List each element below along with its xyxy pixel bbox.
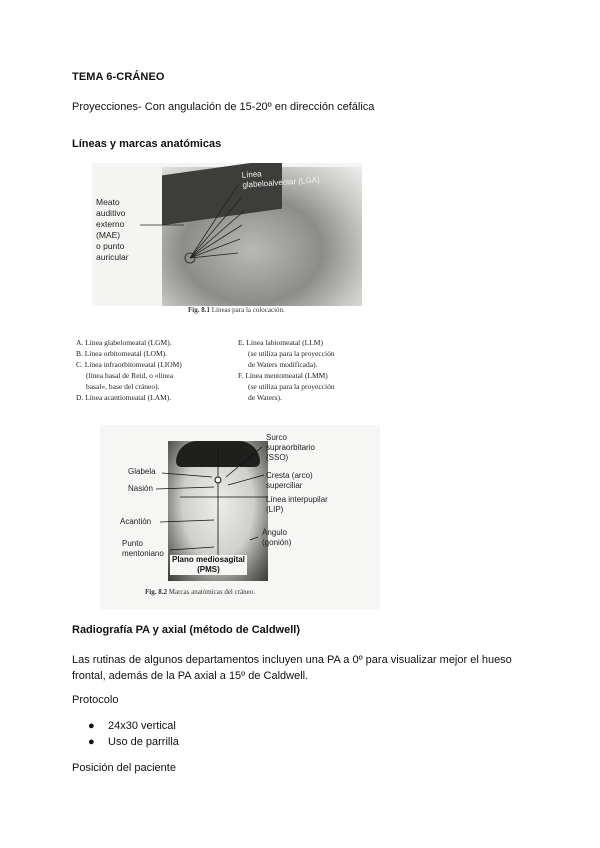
list-item: de Waters modificada). [248, 360, 318, 369]
label-lga: Línea glabeloalveolar (LGA) [241, 169, 320, 190]
list-item [88, 734, 179, 750]
page-title: TEMA 6-CRÁNEO [72, 71, 165, 83]
list-item: A. Línea glabelomeatal (LGM). [76, 338, 172, 347]
label-acantion: Acantión [120, 517, 152, 526]
label-punto-mentoniano: Punto mentoniano [122, 539, 164, 558]
positioning-lines-diagram [92, 163, 362, 306]
patient-position-label: Posición del paciente [72, 762, 176, 774]
lines-list-right [238, 337, 388, 403]
label-nasion: Nasión [128, 484, 153, 493]
figure1-caption-number: Fig. 8.1 [188, 306, 210, 314]
figure1-caption-text: Líneas para la colocación. [211, 306, 285, 314]
label-glabela: Glabela [128, 467, 156, 476]
label-angulo: Ángulo (gonión) [262, 528, 292, 547]
bullet-icon: ● [88, 720, 95, 732]
list-item: D. Línea acantiomeatal (LAM). [76, 393, 172, 402]
line-c [190, 211, 244, 258]
list-item: de Waters). [248, 393, 282, 402]
label-cresta: Cresta (arco) superciliar [266, 471, 313, 490]
label-plano-mediosagital: Plano mediosagital (PMS) [172, 555, 245, 574]
list-item: basal», base del cráneo). [86, 382, 160, 391]
bullet-icon: ● [88, 736, 95, 748]
label-mae: Meato auditivo externo (MAE) o punto auricular [96, 197, 129, 262]
list-item-text: 24x30 vertical [108, 720, 176, 732]
list-item: C. Línea infraorbitomeatal (LIOM) [76, 360, 182, 369]
list-item: F. Línea mentomeatal (LMM) [238, 371, 328, 380]
list-item: (se utiliza para la proyección [248, 349, 335, 358]
figure2-caption [145, 588, 255, 596]
protocol-list [88, 718, 179, 750]
figure2-caption-number: Fig. 8.2 [145, 588, 167, 596]
label-surco: Surco supraorbitario (SSO) [266, 433, 315, 462]
figure2-caption-text: Marcas anatómicas del cráneo. [168, 588, 256, 596]
list-item: B. Línea orbitomeatal (LOM). [76, 349, 168, 358]
acantion-pointer [160, 520, 214, 522]
line-b [190, 197, 242, 258]
list-item: (se utiliza para la proyección [248, 382, 335, 391]
protocol-label: Protocolo [72, 694, 119, 706]
cresta-pointer [228, 475, 264, 485]
caldwell-paragraph: Las rutinas de algunos departamentos incluyen una PA a 0º para visualizar mejor el hueso frontal, además de la PA axial a 15º de Caldwell. [72, 654, 512, 682]
figure-skull-lateral [92, 163, 362, 306]
angulo-pointer [250, 537, 258, 540]
mentoniano-pointer [170, 547, 214, 550]
section-heading-lines: Líneas y marcas anatómicas [72, 138, 222, 150]
list-item-text: Uso de parrilla [108, 736, 179, 748]
list-item: E. Línea labiomeatal (LLM) [238, 338, 323, 347]
glabela-marker [215, 477, 221, 483]
lines-list-left [76, 337, 236, 403]
label-linea-interpupilar: Línea interpupilar (LIP) [266, 495, 328, 514]
line-a [190, 185, 238, 258]
nasion-pointer [156, 487, 214, 489]
section-heading-caldwell: Radiografía PA y axial (método de Caldwell) [72, 624, 300, 636]
surco-pointer [226, 447, 262, 477]
projections-line: Proyecciones- Con angulación de 15-20º en dirección cefálica [72, 101, 375, 113]
figure1-caption [188, 306, 285, 314]
list-item [88, 718, 179, 734]
glabela-pointer [162, 473, 212, 477]
list-item: (línea basal de Reid, o «línea [86, 371, 174, 380]
figure-skull-frontal [100, 425, 380, 610]
